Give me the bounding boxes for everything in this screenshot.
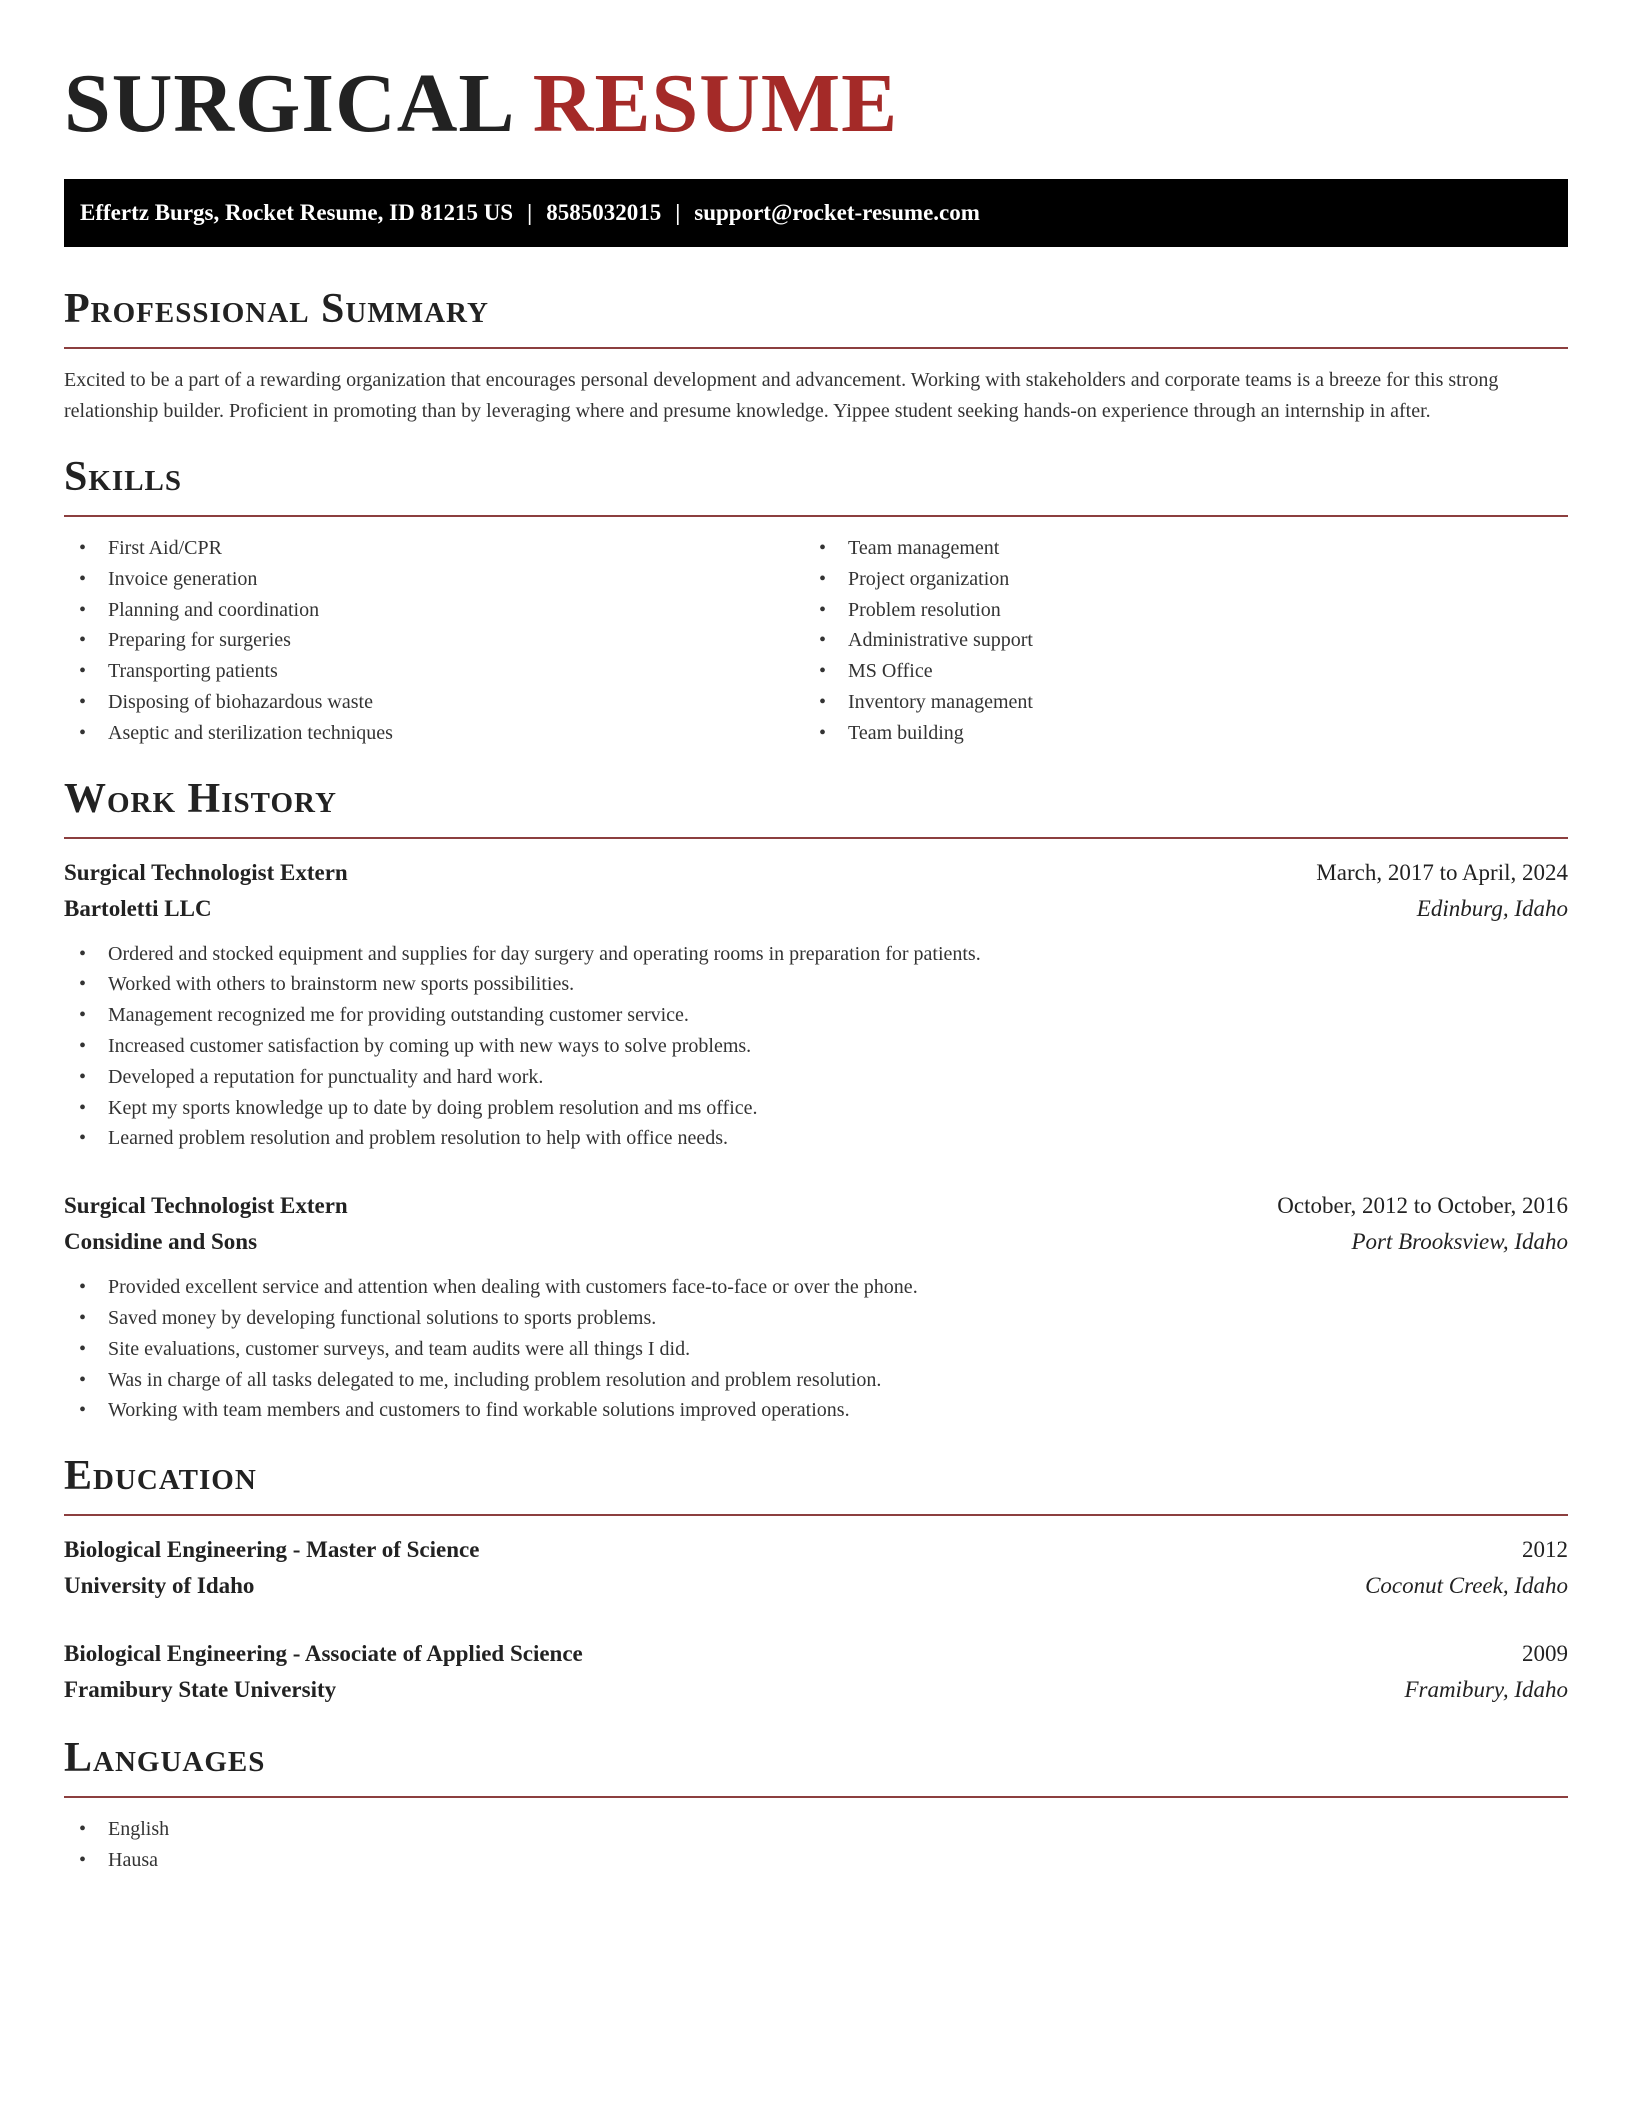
skills-left-list xyxy=(64,533,804,749)
skills-right-list xyxy=(804,533,1544,749)
job-duty: • Was in charge of all tasks delegated to me, including problem resolution and problem resolution. xyxy=(64,1365,1568,1396)
job-duty: • Ordered and stocked equipment and supplies for day surgery and operating rooms in preparation for patients. xyxy=(64,939,1568,970)
contact-email: support@rocket-resume.com xyxy=(694,200,980,225)
contact-address: Effertz Burgs, Rocket Resume, ID 81215 US xyxy=(80,200,514,225)
languages-section xyxy=(64,1734,1568,1876)
skills-columns xyxy=(64,533,1568,749)
job-duty: • Developed a reputation for punctuality and hard work. xyxy=(64,1062,1568,1093)
skill-item: • First Aid/CPR xyxy=(64,533,804,564)
skill-item: • Preparing for surgeries xyxy=(64,625,804,656)
skill-item: • Invoice generation xyxy=(64,564,804,595)
education-entry xyxy=(64,1532,1568,1604)
job-duty: • Kept my sports knowledge up to date by doing problem resolution and ms office. xyxy=(64,1093,1568,1124)
job-company: Considine and Sons xyxy=(64,1229,258,1255)
education-school: Framibury State University xyxy=(64,1677,337,1703)
language-item: • Hausa xyxy=(64,1845,1568,1876)
job-company-row xyxy=(64,1224,1568,1260)
title-second-word: RESUME xyxy=(532,57,899,150)
job-entry xyxy=(64,855,1568,1155)
summary-text: Excited to be a part of a rewarding organization that encourages personal development and advancement. Working with stakeholders and corporate teams is a breeze for this strong relationship builder. Proficient in promoting than by leveraging where and presume knowledge. Yippee student seeking hands-on experience through an internship in after. xyxy=(64,369,1499,422)
education-heading: Education xyxy=(64,1453,257,1500)
section-rule xyxy=(64,347,1568,349)
education-degree: Biological Engineering - Associate of Applied Science xyxy=(64,1641,583,1667)
job-duty: • Site evaluations, customer surveys, and team audits were all things I did. xyxy=(64,1334,1568,1365)
skills-heading: Skills xyxy=(64,454,183,500)
job-header-row xyxy=(64,855,1568,891)
skill-item: • Planning and coordination xyxy=(64,595,804,626)
education-year: 2009 xyxy=(1522,1641,1568,1667)
work-section xyxy=(64,775,1568,1427)
education-school: University of Idaho xyxy=(64,1573,255,1599)
contact-bar xyxy=(64,179,1568,247)
skill-item: • Team building xyxy=(804,718,1544,749)
job-duty: • Saved money by developing functional solutions to sports problems. xyxy=(64,1303,1568,1334)
resume-title xyxy=(64,0,1568,152)
job-dates: October, 2012 to October, 2016 xyxy=(1277,1193,1568,1219)
job-duty: • Provided excellent service and attention when dealing with customers face-to-face or over the phone. xyxy=(64,1272,1568,1303)
job-duty: • Increased customer satisfaction by coming up with new ways to solve problems. xyxy=(64,1031,1568,1062)
title-first-word: SURGICAL xyxy=(64,57,511,150)
job-entry xyxy=(64,1188,1568,1426)
job-duty: • Management recognized me for providing outstanding customer service. xyxy=(64,1000,1568,1031)
summary-heading: Professional Summary xyxy=(64,286,489,332)
skill-item: • Transporting patients xyxy=(64,656,804,687)
section-rule xyxy=(64,515,1568,517)
section-rule xyxy=(64,837,1568,839)
skill-item: • Disposing of biohazardous waste xyxy=(64,687,804,718)
education-location: Framibury, Idaho xyxy=(1404,1677,1568,1703)
job-duty: • Worked with others to brainstorm new sports possibilities. xyxy=(64,969,1568,1000)
skill-item: • Administrative support xyxy=(804,625,1544,656)
education-entry xyxy=(64,1636,1568,1708)
section-rule xyxy=(64,1796,1568,1798)
skill-item: • Problem resolution xyxy=(804,595,1544,626)
job-duty: • Learned problem resolution and problem resolution to help with office needs. xyxy=(64,1123,1568,1154)
section-rule xyxy=(64,1514,1568,1516)
languages-heading: Languages xyxy=(64,1735,266,1782)
job-location: Port Brooksview, Idaho xyxy=(1351,1229,1568,1255)
job-dates: March, 2017 to April, 2024 xyxy=(1316,859,1568,885)
education-section xyxy=(64,1452,1568,1708)
job-duties-list xyxy=(64,1272,1568,1426)
education-school-row xyxy=(64,1672,1568,1708)
skill-item: • Inventory management xyxy=(804,687,1544,718)
job-duties-list xyxy=(64,939,1568,1155)
work-heading: Work History xyxy=(64,775,337,822)
job-company: Bartoletti LLC xyxy=(64,895,212,921)
education-degree: Biological Engineering - Master of Science xyxy=(64,1537,480,1563)
job-header-row xyxy=(64,1188,1568,1224)
contact-phone: 8585032015 xyxy=(546,200,662,225)
contact-separator: | xyxy=(675,200,681,225)
skills-section xyxy=(64,453,1568,749)
education-location: Coconut Creek, Idaho xyxy=(1365,1573,1568,1599)
job-company-row xyxy=(64,891,1568,927)
job-title: Surgical Technologist Extern xyxy=(64,859,348,885)
job-location: Edinburg, Idaho xyxy=(1416,895,1568,921)
skill-item: • Aseptic and sterilization techniques xyxy=(64,718,804,749)
summary-section xyxy=(64,285,1568,427)
education-degree-row xyxy=(64,1532,1568,1568)
languages-list xyxy=(64,1814,1568,1876)
language-item: • English xyxy=(64,1814,1568,1845)
education-school-row xyxy=(64,1568,1568,1604)
contact-separator: | xyxy=(527,200,533,225)
education-degree-row xyxy=(64,1636,1568,1672)
skill-item: • Team management xyxy=(804,533,1544,564)
skill-item: • MS Office xyxy=(804,656,1544,687)
skill-item: • Project organization xyxy=(804,564,1544,595)
job-title: Surgical Technologist Extern xyxy=(64,1193,348,1219)
education-year: 2012 xyxy=(1522,1537,1568,1563)
job-duty: • Working with team members and customers to find workable solutions improved operations. xyxy=(64,1395,1568,1426)
